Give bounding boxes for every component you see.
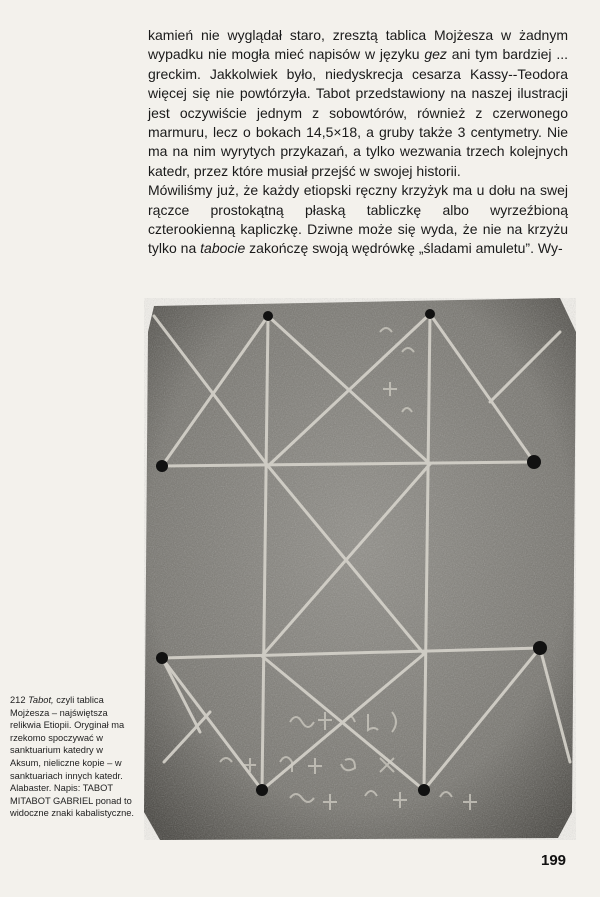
caption-term: Tabot, [28,695,54,705]
tabot-stone-photo [140,292,578,842]
caption-number: 212 [10,695,26,705]
paragraph-1: kamień nie wyglądał staro, zresztą tablica Mojżesza w żadnym wypadku nie mogła mieć napisów w języku gez ani tym bardziej ... greckim. Jakkolwiek było, niedyskrecja cesarza Kassy--Teodora więcej się nie powtórzyła. Tabot przedstawiony na naszej ilustracji jest oczywiście jednym z sobowtórów, również z czerwonego marmuru, lecz o bokach 14,5×18, a gruby także 3 centymetry. Nie ma na nim wyrytych przykazań, a tylko wezwania trzech kolejnych katedr, przez które musiał przejść w swojej historii. [148,27,568,179]
page-number: 199 [541,852,567,869]
caption-text: czyli tablica Mojżesza – najświętsza relikwia Etiopii. Oryginał ma rzekomo spoczywać w sanktuarium katedry w Aksum, nieliczne kopie – w sanktuariach innych katedr. Alabaster. Napis: TABOT MITABOT GABRIEL ponad to widoczne znaki kabalistyczne. [10,695,135,819]
body-text [148,26,568,259]
paragraph-2: Mówiliśmy już, że każdy etiopski ręczny krzyżyk ma u dołu na swej rączce prostokątną płaską tabliczkę albo wyrzeźbioną czterookienną kapliczkę. Dziwne może się wyda, że nie na krzyżu tylko na tabocie zakończę swoją wędrówkę „śladami amuletu”. Wy- [148,182,568,257]
figure-caption [10,694,135,820]
